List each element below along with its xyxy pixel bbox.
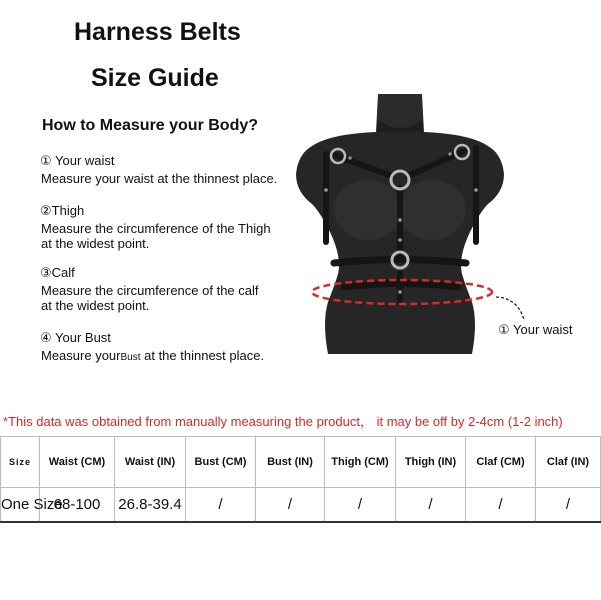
thigh-cm-value: /	[325, 488, 396, 523]
waist-in-header: Waist (IN)	[115, 437, 186, 488]
bust-in-header: Bust (IN)	[256, 437, 325, 488]
thigh-cm-header: Thigh (CM)	[325, 437, 396, 488]
guide-title: Harness Belts	[74, 18, 241, 46]
waist-label: ① Your waist	[498, 322, 573, 337]
table-row	[1, 488, 601, 523]
thigh-in-value: /	[396, 488, 466, 523]
claf-cm-value: /	[466, 488, 536, 523]
guide-subtitle: Size Guide	[91, 64, 219, 92]
bust-in-value: /	[256, 488, 325, 523]
step-waist-desc: Measure your waist at the thinnest place.	[41, 171, 278, 186]
claf-in-value: /	[536, 488, 601, 523]
size-header: Size	[1, 437, 40, 488]
thigh-in-header: Thigh (IN)	[396, 437, 466, 488]
step-waist-heading: ① Your waist	[40, 153, 115, 168]
size-table-header-row	[1, 437, 601, 488]
waist-cm-value: 68-100	[40, 488, 115, 523]
measurement-note: *This data was obtained from manually measuring the product， it may be off by 2-4cm (1-2 inch)	[3, 414, 563, 429]
bust-cm-header: Bust (CM)	[186, 437, 256, 488]
step-calf-heading: ③Calf	[40, 265, 75, 280]
mannequin-bust-left	[334, 180, 402, 240]
waist-pointer-arrow	[496, 297, 524, 320]
bust-cm-value: /	[186, 488, 256, 523]
mannequin-bust-right	[398, 180, 466, 240]
step-bust-heading: ④ Your Bust	[40, 330, 111, 345]
strap-band-upper	[334, 260, 466, 264]
waist-in-value: 26.8-39.4	[115, 488, 186, 523]
step-bust-desc: Measure yourBust at the thinnest place.	[41, 348, 265, 363]
waist-cm-header: Waist (CM)	[40, 437, 115, 488]
mannequin-figure	[290, 92, 510, 354]
how-to-heading: How to Measure your Body?	[42, 117, 259, 134]
step-calf-desc: Measure the circumference of the calf at the widest point.	[41, 283, 259, 313]
strap-band-lower	[344, 284, 458, 288]
step-thigh-desc: Measure the circumference of the Thigh at the widest point.	[41, 221, 271, 251]
size-value: One Size	[1, 488, 40, 523]
claf-in-header: Claf (IN)	[536, 437, 601, 488]
size-table	[0, 436, 601, 523]
step-thigh-heading: ②Thigh	[40, 203, 85, 218]
claf-cm-header: Claf (CM)	[466, 437, 536, 488]
